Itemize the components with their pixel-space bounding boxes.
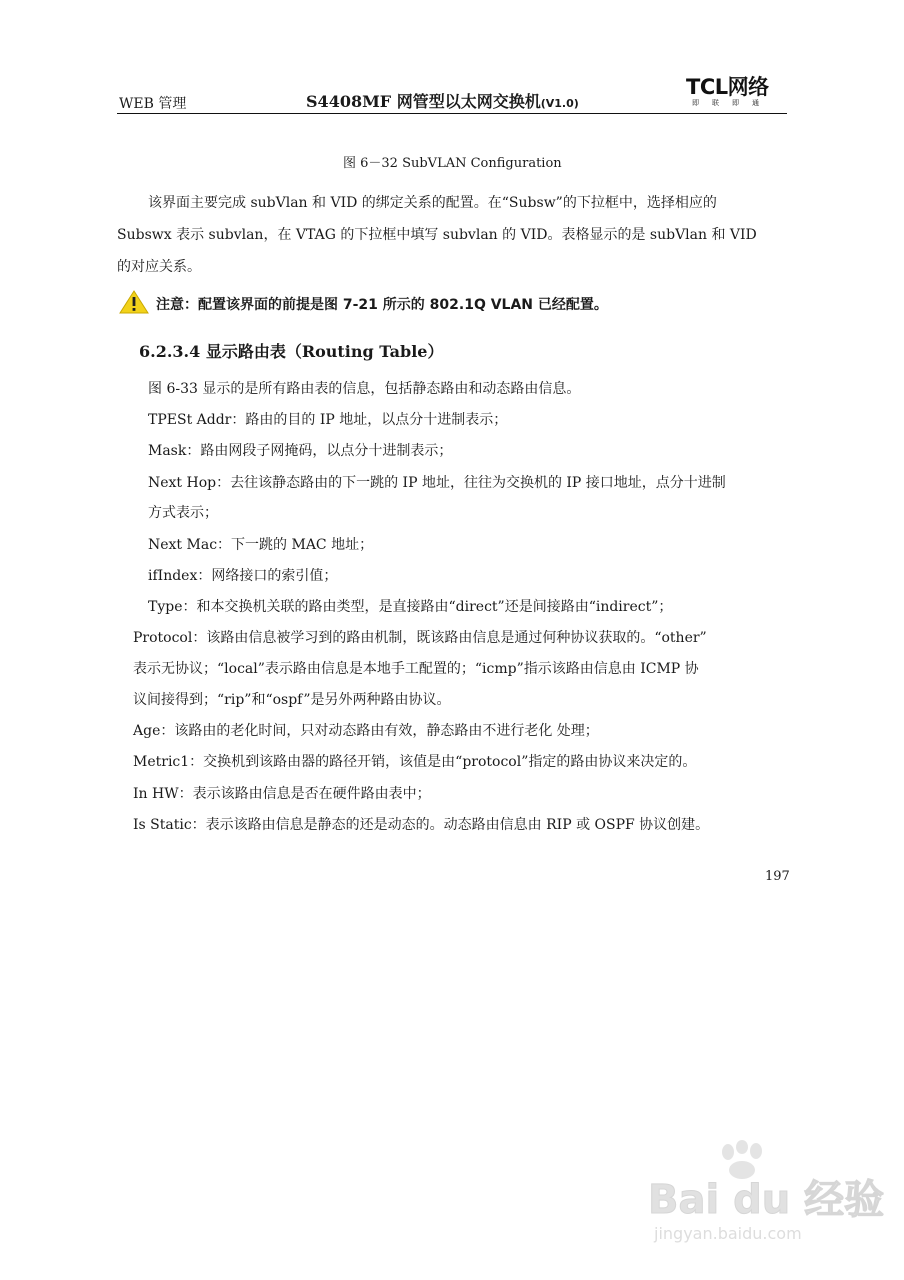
tcl-logo <box>686 76 786 110</box>
header-section-label: WEB 管理 <box>119 96 187 112</box>
intro-line: 的对应关系。 <box>117 259 201 275</box>
header-version: (V1.0) <box>540 97 579 110</box>
logo-sub-text: 即联即通 <box>692 99 772 107</box>
body-line: ifIndex：网络接口的索引值； <box>148 568 338 584</box>
body-line: Metric1：交换机到该路由器的路径开销，该值是由“protocol”指定的路由协议来决定的。 <box>133 754 697 770</box>
header-rule <box>117 113 787 114</box>
logo-main-text: TCL网络 <box>686 75 769 99</box>
body-line: 议间接得到；“rip”和“ospf”是另外两种路由协议。 <box>133 692 451 708</box>
body-line: Next Hop：去往该静态路由的下一跳的 IP 地址，往往为交换机的 IP 接口地址，点分十进制 <box>148 475 726 491</box>
body-line: Mask：路由网段子网掩码，以点分十进制表示； <box>148 443 453 459</box>
body-line: 方式表示； <box>148 505 218 521</box>
body-line: 表示无协议；“local”表示路由信息是本地手工配置的；“icmp”指示该路由信息由 ICMP 协 <box>133 661 699 677</box>
header-title-text: S4408MF 网管型以太网交换机 <box>306 92 541 111</box>
warning-icon <box>119 290 149 314</box>
body-line: Protocol：该路由信息被学习到的路由机制，既该路由信息是通过何种协议获取的。“other” <box>133 630 707 646</box>
note-text: 注意：配置该界面的前提是图 7-21 所示的 802.1Q VLAN 已经配置。 <box>156 297 608 313</box>
note-block <box>119 290 679 314</box>
body-line: Next Mac：下一跳的 MAC 地址； <box>148 537 374 553</box>
body-line: TPESt Addr：路由的目的 IP 地址，以点分十进制表示； <box>148 412 508 428</box>
body-line: In HW：表示该路由信息是否在硬件路由表中； <box>133 786 431 802</box>
header-title <box>306 89 579 112</box>
watermark-url: jingyan.baidu.com <box>654 1224 802 1243</box>
intro-line: Subswx 表示 subvlan，在 VTAG 的下拉框中填写 subvlan 的 VID。表格显示的是 subVlan 和 VID <box>117 227 757 243</box>
figure-caption: 图 6－32 SubVLAN Configuration <box>343 156 562 171</box>
body-line: 图 6-33 显示的是所有路由表的信息，包括静态路由和动态路由信息。 <box>148 381 581 397</box>
page-number: 197 <box>765 869 790 884</box>
body-line: Is Static：表示该路由信息是静态的还是动态的。动态路由信息由 RIP 或 OSPF 协议创建。 <box>133 817 710 833</box>
intro-line: 该界面主要完成 subVlan 和 VID 的绑定关系的配置。在“Subsw”的下拉框中，选择相应的 <box>148 195 717 211</box>
section-heading: 6.2.3.4 显示路由表（Routing Table） <box>139 342 444 361</box>
body-line: Age：该路由的老化时间，只对动态路由有效，静态路由不进行老化 处理； <box>133 723 599 739</box>
body-line: Type：和本交换机关联的路由类型，是直接路由“direct”还是间接路由“indirect”； <box>148 599 673 615</box>
watermark-brand: Bai du 经验 <box>648 1177 885 1223</box>
baidu-watermark <box>648 1140 885 1250</box>
